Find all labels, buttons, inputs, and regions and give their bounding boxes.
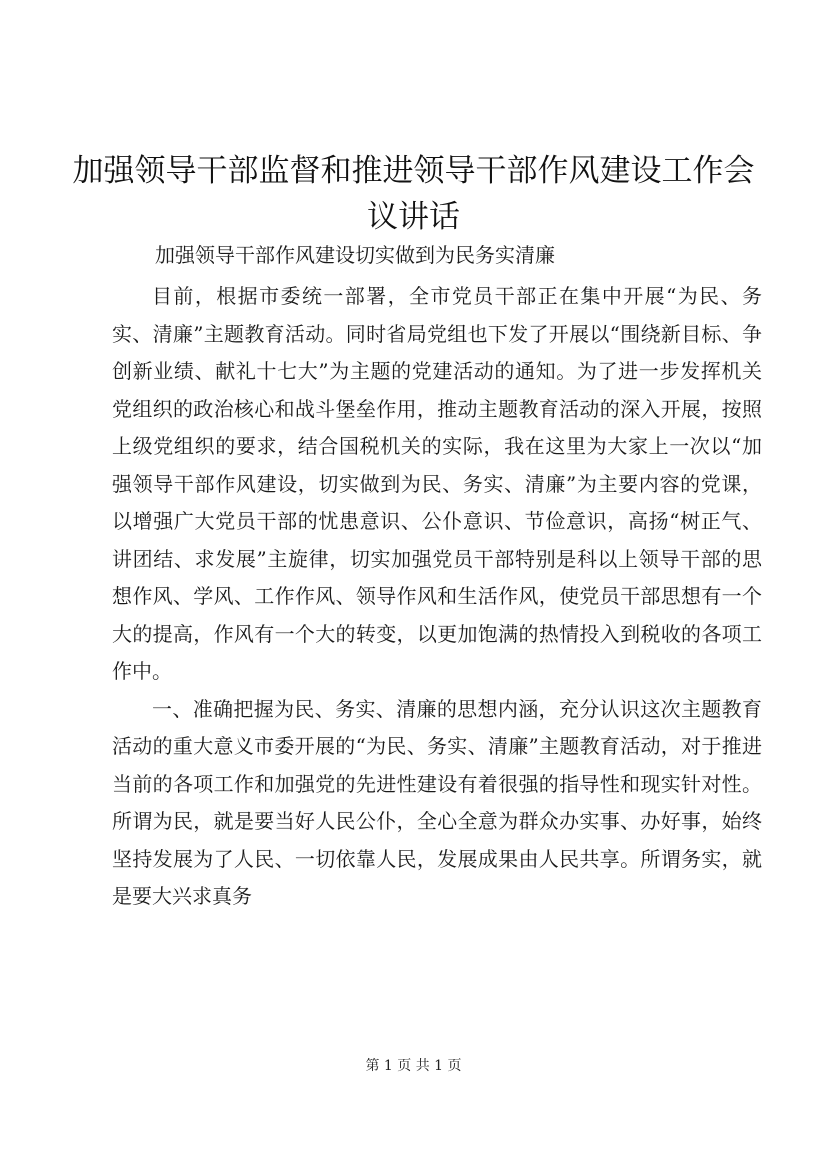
page-footer: 第 1 页 共 1 页 [365, 1058, 462, 1074]
document-body [112, 278, 762, 916]
paragraph-intro: 目前，根据市委统一部署，全市党员干部正在集中开展“为民、务实、清廉”主题教育活动。同时省局党组也下发了开展以“围绕新目标、争创新业绩、献礼十七大”为主题的党建活动的通知。为了进一步发挥机关党组织的政治核心和战斗堡垒作用，推动主题教育活动的深入开展，按照上级党组织的要求，结合国税机关的实际，我在这里为大家上一次以“加强领导干部作风建设，切实做到为民、务实、清廉”为主要内容的党课，以增强广大党员干部的忧患意识、公仆意识、节俭意识，高扬“树正气、讲团结、求发展”主旋律，切实加强党员干部特别是科以上领导干部的思想作风、学风、工作作风、领导作风和生活作风，使党员干部思想有一个大的提高，作风有一个大的转变，以更加饱满的热情投入到税收的各项工作中。 [112, 284, 762, 683]
paragraph-section-one: 一、准确把握为民、务实、清廉的思想内涵，充分认识这次主题教育活动的重大意义市委开展的“为民、务实、清廉”主题教育活动，对于推进当前的各项工作和加强党的先进性建设有着很强的指导性和现实针对性。所谓为民，就是要当好人民公仆，全心全意为群众办实事、办好事，始终坚持发展为了人民、一切依靠人民，发展成果由人民共享。所谓务实，就是要大兴求真务 [112, 696, 762, 908]
document-title: 加强领导干部监督和推进领导干部作风建设工作会议讲话 [72, 153, 755, 235]
document-subtitle: 加强领导干部作风建设切实做到为民务实清廉 [155, 243, 555, 267]
